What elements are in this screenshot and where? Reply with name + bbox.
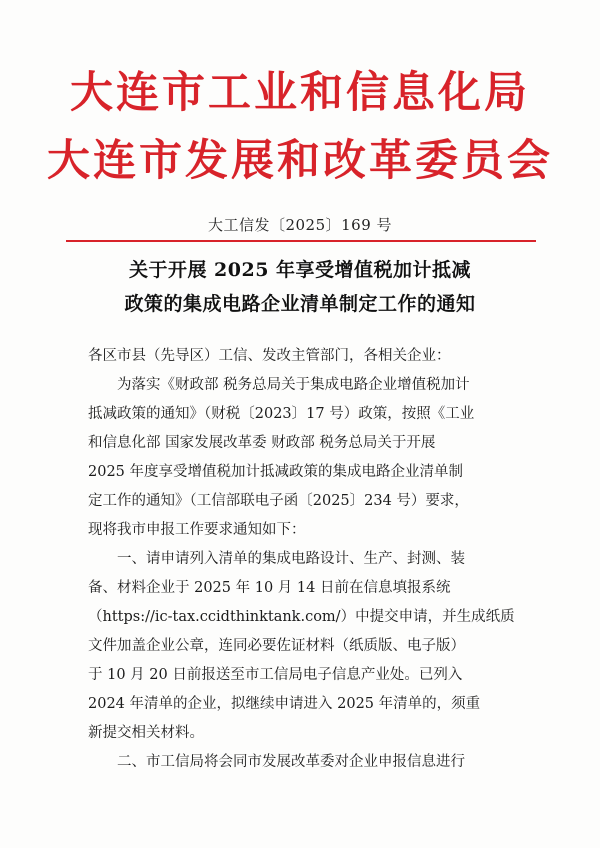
paragraph-2-line: 新提交相关材料。 xyxy=(88,725,204,741)
issuer-header-line-2: 大连市发展和改革委员会 xyxy=(47,136,553,186)
paragraph-1-line: 定工作的通知》（工信部联电子函〔2025〕234 号）要求， xyxy=(88,493,469,509)
paragraph-1-line: 抵减政策的通知》（财税〔2023〕17 号）政策，按照《工业 xyxy=(88,406,475,422)
paragraph-2-line: 于 10 月 20 日前报送至市工信局电子信息产业处。已列入 xyxy=(88,667,463,683)
paragraph-3-line: 二、市工信局将会同市发展改革委对企业申报信息进行 xyxy=(117,754,465,770)
paragraph-1-line: 现将我市申报工作要求通知如下： xyxy=(88,522,306,538)
document-title-line-2: 政策的集成电路企业清单制定工作的通知 xyxy=(124,293,476,315)
paragraph-1-line: 和信息化部 国家发展改革委 财政部 税务总局关于开展 xyxy=(88,435,436,451)
red-divider-line xyxy=(66,240,536,242)
salutation: 各区市县（先导区）工信、发改主管部门，各相关企业： xyxy=(88,348,451,364)
paragraph-2-line: 一、请申请列入清单的集成电路设计、生产、封测、装 xyxy=(117,551,465,567)
document-title-line-1: 关于开展 2025 年享受增值税加计抵减 xyxy=(128,259,472,281)
paragraph-1-line: 2025 年度享受增值税加计抵减政策的集成电路企业清单制 xyxy=(88,464,464,480)
paragraph-1-line: 为落实《财政部 税务总局关于集成电路企业增值税加计 xyxy=(117,377,470,393)
document-body xyxy=(88,342,528,777)
paragraph-2-line: 文件加盖企业公章，连同必要佐证材料（纸质版、电子版） xyxy=(88,638,465,654)
issuer-header-line-1: 大连市工业和信息化局 xyxy=(70,68,530,118)
paragraph-2-line: 2024 年清单的企业，拟继续申请进入 2025 年清单的，须重 xyxy=(88,696,481,712)
paragraph-2-line: （https://ic-tax.ccidthinktank.com/）中提交申请，并生成纸质 xyxy=(88,609,515,625)
paragraph-2-line: 备、材料企业于 2025 年 10 月 14 日前在信息填报系统 xyxy=(88,580,451,596)
document-number: 大工信发〔2025〕169 号 xyxy=(207,216,393,234)
